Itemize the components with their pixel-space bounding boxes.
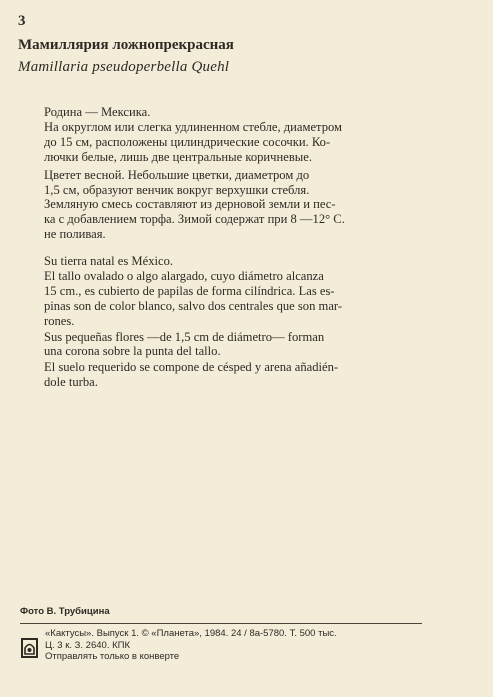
text-line: На округлом или слегка удлиненном стебле, диаметром [44, 119, 343, 134]
imprint-line: Отправлять только в конверте [45, 651, 180, 662]
text-line: El tallo ovalado o algo alargado, cuyo diámetro alcanza [44, 268, 324, 283]
text-line: Цветет весной. Небольшие цветки, диаметром до [44, 167, 310, 182]
text-line: Родина — Мексика. [44, 105, 151, 119]
text-line: Земляную смесь составляют из дерновой земли и пес- [44, 197, 336, 212]
imprint-line: Ц. 3 к. З. 2640. КПК [45, 639, 130, 651]
title-russian: Мамиллярия ложнопрекрасная [18, 37, 234, 53]
imprint [45, 628, 337, 663]
imprint-line: «Кактусы». Выпуск 1. © «Планета», 1984. 24 / 8а-5780. Т. 500 тыс. [45, 628, 337, 639]
card-number: 3 [18, 13, 26, 29]
text-line: ка с добавлением торфа. Зимой содержат при 8 —12° С. [44, 212, 345, 227]
text-line: Sus pequeñas flores —de 1,5 cm de diámetro— forman [44, 329, 325, 344]
text-line: Su tierra natal es México. [44, 254, 174, 268]
text-line: una corona sobre la punta del tallo. [44, 344, 221, 359]
text-line: El suelo requerido se compone de césped y arena añadién- [44, 360, 339, 375]
text-line: до 15 см, расположены цилиндрические сосочки. Ко- [44, 134, 331, 149]
text-line: dole turba. [44, 375, 98, 390]
text-line: 15 cm., es cubierto de papilas de forma cilíndrica. Las es- [44, 283, 335, 298]
text-line: 1,5 см, образуют венчик вокруг верхушки стебля. [44, 182, 310, 197]
title-latin: Mamillaria pseudoperbella Quehl [18, 59, 230, 75]
spanish-description [44, 254, 424, 390]
photo-credit: Фото В. Трубицина [20, 606, 110, 617]
text-line: pinas son de color blanco, salvo dos centrales que son mar- [44, 298, 343, 313]
text-line: не поливая. [44, 227, 106, 242]
text-line: rones. [44, 313, 75, 328]
publisher-logo-icon [21, 638, 38, 658]
text-line: лючки белые, лишь две центральные коричневые. [44, 149, 312, 164]
russian-description [44, 105, 424, 242]
footer-divider [20, 623, 422, 624]
